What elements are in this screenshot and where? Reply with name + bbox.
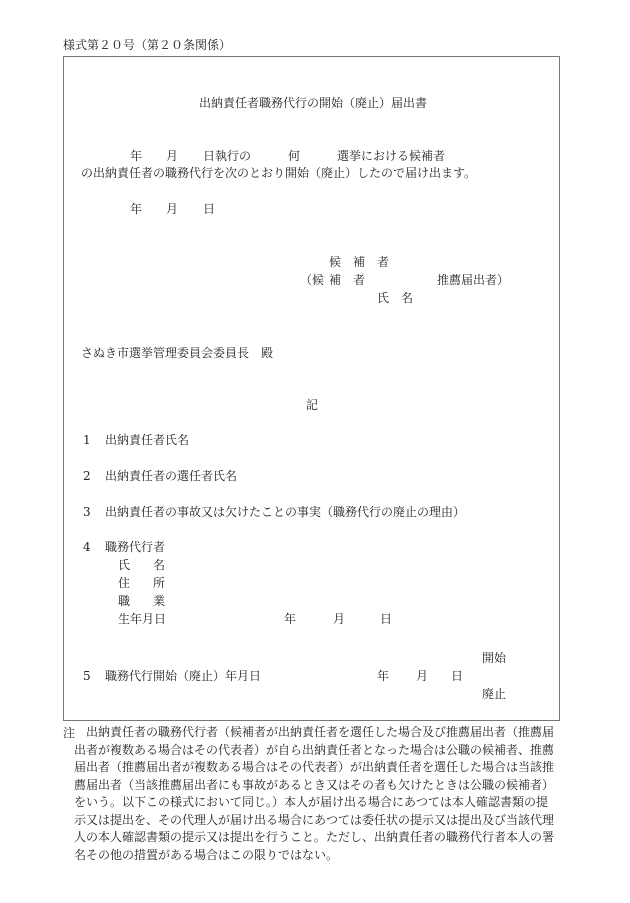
item4-occupation-2: 業 [153, 594, 166, 608]
note-head: 注 [63, 726, 76, 740]
signer-paren-candidate: （候 [300, 273, 325, 287]
item4-name-1: 氏 [118, 558, 131, 572]
item5-year[interactable]: 年 [377, 669, 390, 683]
item-5-label: 職務代行開始（廃止）年月日 [105, 669, 262, 683]
intro-line2: の出納責任者の職務代行を次のとおり開始（廃止）したので届け出ます。 [81, 166, 477, 180]
form-number: 様式第２０号（第２０条関係） [63, 38, 232, 52]
item-4-num: 4 [83, 540, 91, 554]
date-month[interactable]: 月 [166, 202, 179, 216]
signer-candidate2-2: 者 [353, 273, 366, 287]
item-1-num: 1 [83, 433, 91, 447]
item-5-num: 5 [83, 669, 91, 683]
item-3-label: 出納責任者の事故又は欠けたことの事実（職務代行の廃止の理由） [105, 505, 466, 519]
document-title: 出納責任者職務代行の開始（廃止）届出書 [199, 96, 428, 110]
item-4-label: 職務代行者 [105, 540, 166, 554]
item4-name-2: 名 [153, 558, 166, 572]
signer-recommender: 推薦届出者） [437, 273, 510, 287]
signer-name-1: 氏 [377, 291, 390, 305]
item5-start[interactable]: 開始 [482, 651, 507, 665]
signer-candidate-3: 者 [377, 255, 390, 269]
item4-address-1: 住 [118, 576, 131, 590]
item-2-num: 2 [83, 469, 91, 483]
date-year[interactable]: 年 [130, 202, 143, 216]
note-line-6: 示又は提出を、その代理人が届け出る場合にあつては委任状の提示又は提出及び当該代理 [74, 812, 555, 827]
date-day[interactable]: 日 [203, 202, 216, 216]
intro-month[interactable]: 月 [166, 149, 179, 163]
item-2-label: 出納責任者の選任者氏名 [105, 469, 238, 483]
signer-candidate-1: 候 [329, 255, 342, 269]
note-line-7: 人の本人確認書類の提示又は提出を行うこと。ただし、出納責任者の職務代行者本人の署 [74, 830, 555, 844]
intro-day-exec[interactable]: 日執行の [203, 149, 252, 163]
note-line-5: をいう。以下この様式において同じ。）本人が届け出る場合にあつては本人確認書類の提 [74, 795, 549, 809]
item5-month[interactable]: 月 [416, 669, 429, 683]
item4-address-2: 所 [153, 576, 166, 590]
item5-end[interactable]: 廃止 [482, 687, 507, 701]
intro-election-label: 選挙における候補者 [337, 149, 446, 163]
note-line-2: 出者が複数ある場合はその代表者）が自ら出納責任者となった場合は公職の候補者、推薦 [74, 742, 555, 757]
item-3-num: 3 [83, 505, 91, 519]
note-line-8: 名その他の措置がある場合はこの限りではない。 [74, 847, 339, 862]
item4-birth-year[interactable]: 年 [284, 612, 297, 626]
item4-birth-month[interactable]: 月 [333, 612, 346, 626]
signer-candidate-2: 補 [353, 255, 366, 269]
item4-birth-day[interactable]: 日 [380, 612, 393, 626]
item4-birthdate: 生年月日 [118, 612, 167, 626]
item4-occupation-1: 職 [118, 594, 131, 608]
intro-year[interactable]: 年 [130, 149, 143, 163]
addressee: さぬき市選挙管理委員会委員長 殿 [81, 346, 274, 360]
note-line-1: 出納責任者の職務代行者（候補者が出納責任者を選任した場合及び推薦届出者（推薦届 [86, 725, 555, 739]
signer-candidate2-1: 補 [329, 273, 342, 287]
ki-label: 記 [306, 398, 319, 412]
signer-name-2[interactable]: 名 [401, 291, 414, 305]
item5-day[interactable]: 日 [451, 669, 464, 683]
note-line-4: 薦届出者（当該推薦届出者にも事故があるとき又はその者も欠けたときは公職の候補者） [74, 777, 555, 792]
intro-election-name[interactable]: 何 [288, 149, 301, 163]
note-line-3: 届出者（推薦届出者が複数ある場合はその代表者）が出納責任者を選任した場合は当該推 [74, 760, 555, 774]
item-1-label: 出納責任者氏名 [105, 433, 190, 447]
